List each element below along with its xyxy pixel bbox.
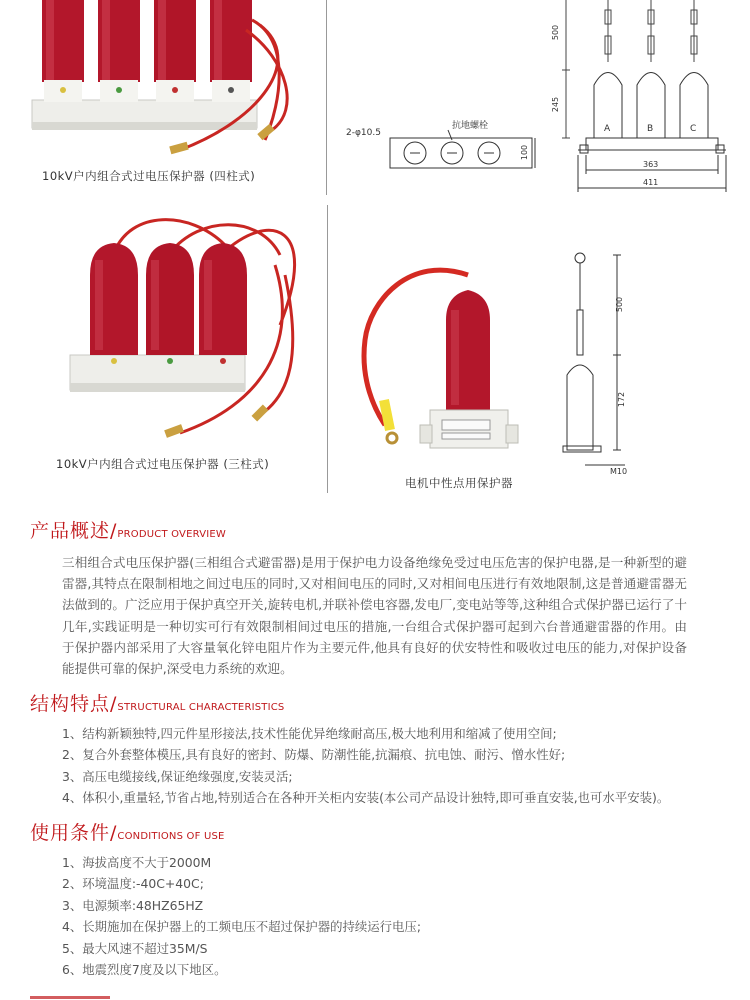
caption-four-column: 10kV户内组合式过电压保护器 (四柱式)	[42, 169, 256, 183]
section-title-en: STRUCTURAL CHARACTERISTICS	[117, 702, 285, 713]
photo-four-column-protector	[20, 0, 320, 170]
dim-100: 100	[520, 144, 530, 161]
overview-paragraph: 三相组合式电压保护器(三相组合式避雷器)是用于保护电力设备绝缘免受过电压危害的保护电器,是一种新型的避雷器,其特点在限制相地之间过电压的同时,又对相间电压的同时,又对相间电压进行有效地限制,这是普通避雷器无法做到的。广泛应用于保护真空开关,旋转电机,并联补偿电容器,发电厂,变电站等等,这种组合式保护器已运行了十几年,实践证明是一种切实可行有效限制相间过电压的措施,一台组合式保护器可起到六台普通避雷器的作用。由于保护器内部采用了大容量氧化锌电阻片作为主要元件,他具有良好的伏安特性和吸收过电压的能力,对保护设备能提供可靠的保护,深受电力系统的欢迎。	[62, 555, 687, 677]
divider-top	[326, 0, 327, 195]
list-item: 3、电源频率:48HZ65HZ	[62, 897, 204, 913]
list-item: 6、地震烈度7度及以下地区。	[62, 962, 227, 978]
section-header-conditions	[30, 818, 225, 845]
drawing-neutral-elevation	[555, 250, 645, 480]
caption-three-column: 10kV户内组合式过电压保护器 (三柱式)	[56, 457, 270, 471]
next-section-header-cutoff	[30, 992, 120, 1000]
section-title-en: CONDITIONS OF USE	[117, 831, 225, 842]
dim-172: 172	[617, 391, 627, 408]
section-slash: /	[110, 693, 118, 715]
dim-245: 245	[551, 96, 561, 113]
dim-500-neutral: 500	[615, 296, 625, 313]
section-title-cn: 使用条件	[30, 822, 111, 844]
dim-363: 363	[643, 160, 659, 169]
section-slash: /	[110, 822, 118, 844]
divider-middle	[327, 205, 328, 493]
list-item: 1、结构新颖独特,四元件星形接法,技术性能优异绝缘耐高压,极大地利用和缩减了使用空间;	[62, 726, 557, 741]
section-title-cn: 结构特点	[30, 693, 111, 715]
hole-label: 2-φ10.5	[346, 128, 381, 138]
ground-bolt-label: 抗地螺栓	[452, 121, 489, 131]
list-item: 4、长期施加在保护器上的工频电压不超过保护器的持续运行电压;	[62, 919, 421, 935]
phase-c-label: C	[690, 124, 697, 134]
section-title-cn: 产品概述	[30, 520, 111, 542]
list-item: 2、复合外套整体模压,具有良好的密封、防爆、防潮性能,抗漏痕、抗电蚀、耐污、憎水性好;	[62, 747, 566, 763]
phase-a-label: A	[604, 124, 611, 134]
drawing-plan-view	[340, 110, 545, 180]
bolt-m10: M10	[610, 467, 628, 476]
photo-three-column-protector	[40, 205, 320, 450]
dim-411: 411	[643, 178, 659, 187]
list-item: 2、环境温度:-40C+40C;	[62, 876, 204, 892]
list-item: 5、最大风速不超过35M/S	[62, 940, 208, 956]
phase-b-label: B	[647, 124, 654, 134]
section-slash: /	[110, 520, 118, 542]
conditions-list	[62, 852, 712, 980]
section-title-en: PRODUCT OVERVIEW	[117, 529, 227, 540]
section-header-structure	[30, 689, 284, 716]
dim-500-top: 500	[551, 24, 561, 41]
caption-motor-neutral: 电机中性点用保护器	[405, 476, 513, 490]
list-item: 1、海拔高度不大于2000M	[62, 855, 212, 870]
photo-motor-neutral-protector	[350, 250, 550, 470]
list-item: 3、高压电缆接线,保证绝缘强度,安装灵活;	[62, 768, 293, 784]
section-header-overview	[30, 516, 226, 543]
structure-list	[62, 723, 712, 809]
list-item: 4、体积小,重量轻,节省占地,特别适合在各种开关柜内安装(本公司产品设计独特,即可垂直安装,也可水平安装)。	[62, 790, 670, 806]
